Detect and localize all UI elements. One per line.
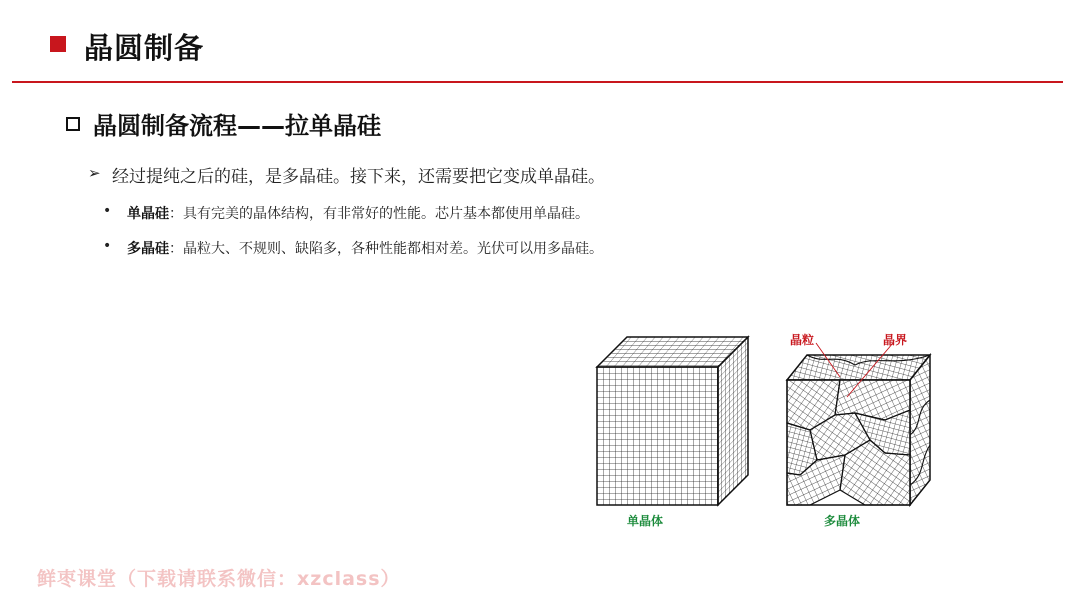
grain-label: 晶粒 xyxy=(790,333,815,347)
boundary-label: 晶界 xyxy=(883,333,908,347)
arrow-bullet-icon: ➢ xyxy=(88,164,101,182)
hollow-square-icon xyxy=(66,117,80,131)
crystal-illustration xyxy=(585,325,945,535)
bullet-term: 多晶硅 xyxy=(127,241,169,257)
polycrystal-cube xyxy=(787,343,930,505)
polycrystal-caption: 多晶体 xyxy=(824,514,861,528)
title-square-icon xyxy=(50,36,66,52)
bullet-dot-icon: • xyxy=(103,203,112,219)
bullet-item-poly-crystal xyxy=(127,238,603,258)
crystal-figure xyxy=(585,325,945,539)
section-title: 晶圆制备流程——拉单晶硅 xyxy=(93,112,381,140)
title-divider xyxy=(12,81,1063,83)
single-crystal-cube xyxy=(597,337,748,505)
bullet-dot-icon: • xyxy=(103,238,112,254)
watermark: 鲜枣课堂（下载请联系微信：xzclass） xyxy=(37,568,401,590)
intro-text: 经过提纯之后的硅，是多晶硅。接下来，还需要把它变成单晶硅。 xyxy=(112,167,605,187)
single-crystal-caption: 单晶体 xyxy=(627,514,664,528)
page-title: 晶圆制备 xyxy=(84,31,205,65)
bullet-text: ：具有完美的晶体结构，有非常好的性能。芯片基本都使用单晶硅。 xyxy=(169,206,589,222)
bullet-term: 单晶硅 xyxy=(127,206,169,222)
bullet-item-single-crystal xyxy=(127,203,589,223)
bullet-text: ：晶粒大、不规则、缺陷多，各种性能都相对差。光伏可以用多晶硅。 xyxy=(169,241,603,257)
